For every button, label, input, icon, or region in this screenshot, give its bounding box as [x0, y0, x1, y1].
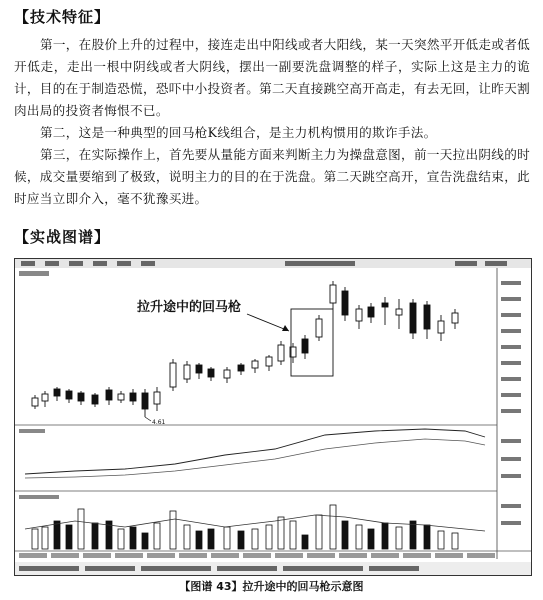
candle [196, 365, 202, 373]
candle [184, 365, 190, 379]
chart-annotation-label: 拉升途中的回马枪 [137, 300, 242, 315]
candle [118, 394, 124, 400]
candle [302, 339, 308, 353]
candle [368, 307, 374, 317]
candle [224, 370, 230, 378]
candle [106, 390, 112, 400]
candle [78, 393, 84, 401]
candle [54, 389, 60, 396]
candle [356, 309, 362, 321]
indicator-line-1 [25, 429, 485, 474]
indicator-label [19, 271, 49, 276]
bottom-tab-strip [19, 553, 495, 558]
candle [92, 395, 98, 404]
candle [396, 309, 402, 315]
candle [410, 303, 416, 333]
annotation-arrow-line [247, 314, 289, 331]
section-title-chart-examples: 【实战图谱】 [14, 228, 111, 246]
candle [382, 303, 388, 307]
indicator-panel-label [19, 429, 45, 433]
volume-bars [32, 505, 458, 549]
candle [208, 369, 214, 377]
candle [438, 321, 444, 333]
candle [238, 365, 244, 371]
low-price-label: 4.61 [152, 419, 166, 426]
candle [266, 357, 272, 366]
candlestick-chart [15, 259, 531, 575]
annotation-arrow-head [282, 325, 289, 331]
volume-panel-label [19, 495, 59, 499]
candle [154, 392, 160, 404]
paragraph-3: 第三，在实际操作上，首先要从量能方面来判断主力为操盘意图，前一天拉出阴线的时候，成交量要缩到了极致，说明主力的目的在于洗盘。第二天跳空高开，宣告洗盘结束，此时应当立即介入，毫不犹豫买进。 [14, 147, 530, 206]
price-candles [32, 281, 458, 417]
annotation-highlight-box [291, 309, 333, 376]
status-bar-text [19, 566, 419, 571]
figure-caption: 【图谱 43】拉升途中的回马枪示意图 [179, 580, 364, 593]
price-axis-ticks [501, 281, 521, 525]
candlestick-chart-figure [14, 258, 532, 576]
candle [32, 398, 38, 406]
candle [66, 391, 72, 399]
paragraph-2: 第二，这是一种典型的回马枪K线组合，是主力机构惯用的欺诈手法。 [40, 125, 437, 140]
low-marker [145, 417, 151, 421]
candle [278, 345, 284, 361]
candle [342, 291, 348, 315]
indicator-line-2 [25, 439, 485, 478]
candle [316, 319, 322, 337]
candle [42, 394, 48, 401]
section-title-technical-features: 【技术特征】 [14, 8, 111, 26]
candle [330, 285, 336, 303]
candle [252, 361, 258, 368]
toolbar-strip [15, 259, 531, 268]
candle [452, 313, 458, 323]
candle [424, 305, 430, 329]
paragraph-1: 第一，在股价上升的过程中，接连走出中阳线或者大阳线，某一天突然平开低走或者低开低走，走出一根中阴线或者大阴线，摆出一副要洗盘调整的样子，实际上这是主力的诡计，目的在于制造恐慌，恐吓中小投资者。第二天直接跳空高开高走，有去无回，让昨天割肉出局的投资者悔恨不已。 [14, 37, 530, 118]
candle [170, 363, 176, 387]
candle [142, 393, 148, 409]
candle [130, 393, 136, 401]
